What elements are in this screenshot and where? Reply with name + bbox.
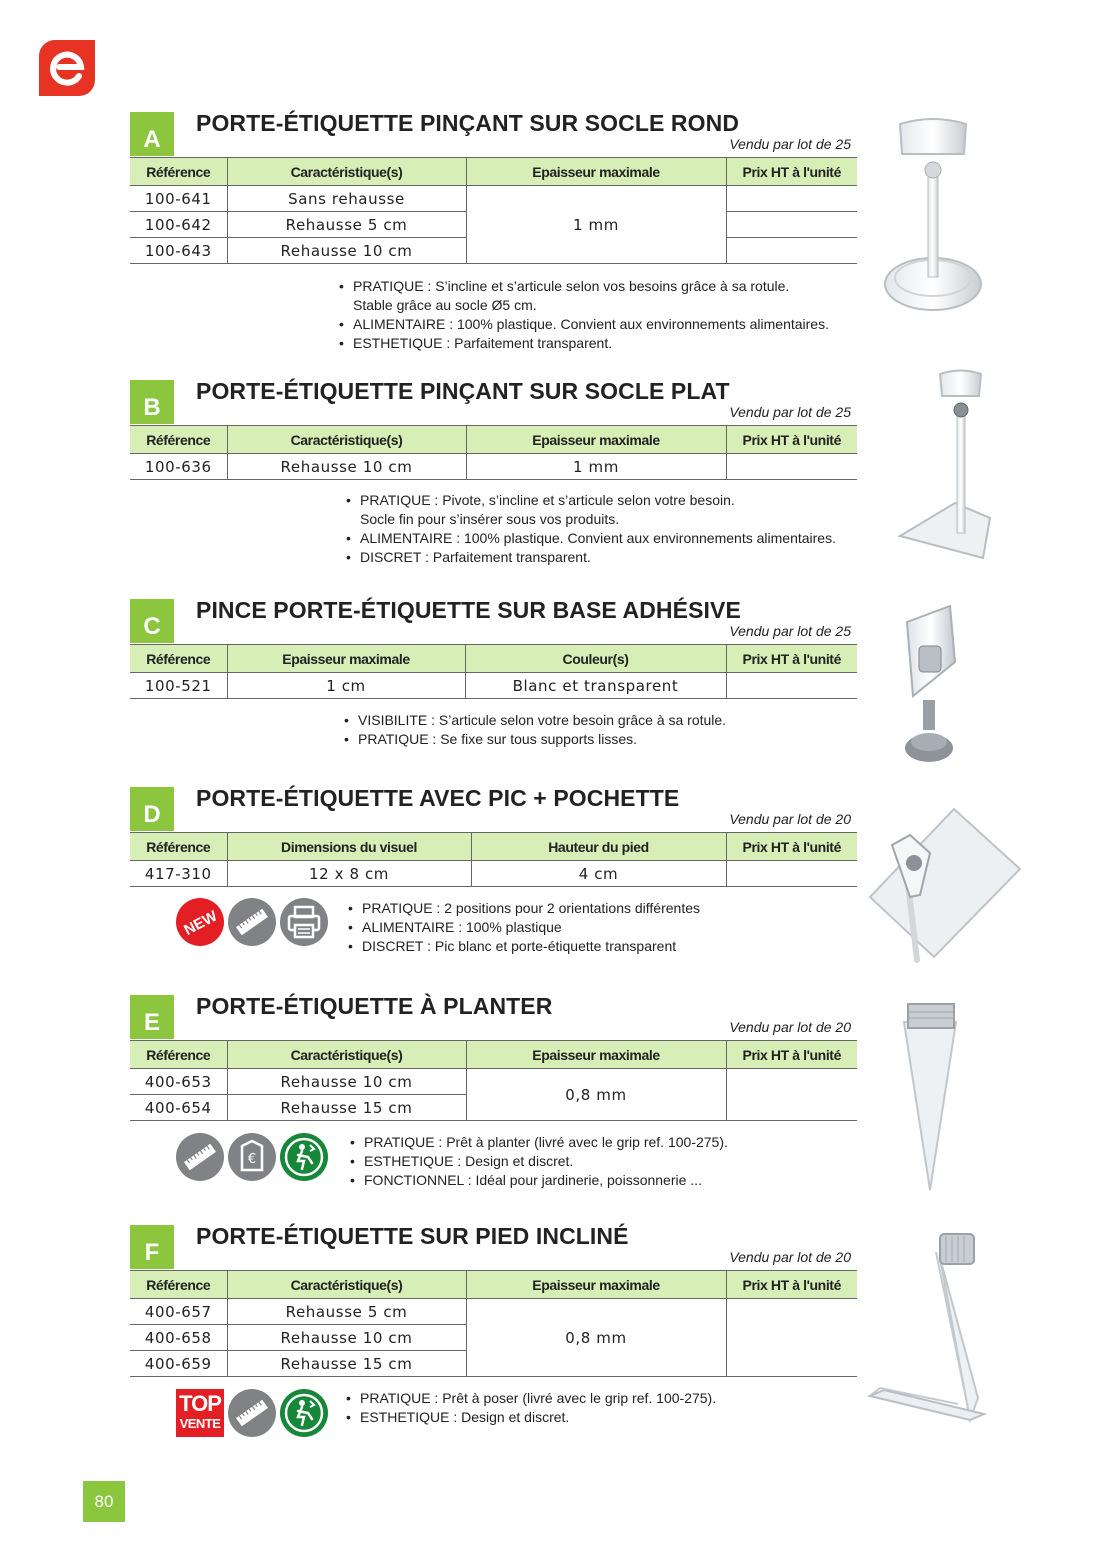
- section-title: PORTE-ÉTIQUETTE PINÇANT SUR SOCLE PLAT: [196, 378, 730, 404]
- column-header: Référence: [130, 158, 227, 186]
- column-header: Prix HT à l'unité: [726, 1271, 857, 1299]
- section-letter: B: [130, 380, 174, 424]
- reference-cell: 417-310: [130, 861, 227, 887]
- printer-icon: [280, 898, 328, 946]
- column-header: Couleur(s): [465, 645, 726, 673]
- thickness-cell: 0,8 mm: [466, 1299, 726, 1377]
- price-cell: [726, 454, 857, 480]
- thickness-cell: 1 mm: [466, 186, 726, 264]
- feature-label: ESTHETIQUE: [364, 1153, 454, 1169]
- feature-label: ALIMENTAIRE: [353, 316, 446, 332]
- column-header: Prix HT à l'unité: [726, 833, 857, 861]
- feature-label: DISCRET: [362, 938, 424, 954]
- reference-cell: 400-659: [130, 1351, 227, 1377]
- new-badge-text: NEW: [181, 907, 221, 940]
- reference-cell: 100-636: [130, 454, 227, 480]
- feature-cell: Rehausse 5 cm: [227, 212, 466, 238]
- feature-text: : Parfaitement transparent.: [421, 549, 591, 565]
- feature-label: PRATIQUE: [360, 1390, 431, 1406]
- table-row: [130, 454, 857, 480]
- feature-label: PRATIQUE: [360, 492, 431, 508]
- top-vente-badge: [176, 1389, 224, 1437]
- section-letter: C: [130, 599, 174, 643]
- feature-label: VISIBILITE: [358, 712, 428, 728]
- feature-list: [346, 1389, 716, 1427]
- feature-continuation: Stable grâce au socle Ø5 cm.: [353, 297, 537, 313]
- reference-cell: 400-658: [130, 1325, 227, 1351]
- reference-cell: 100-521: [130, 673, 227, 699]
- feature-item: [344, 730, 726, 749]
- column-header: Epaisseur maximale: [466, 426, 726, 454]
- section-letter: A: [130, 112, 174, 156]
- lot-note: Vendu par lot de 25: [729, 623, 851, 639]
- section-letter: F: [130, 1225, 174, 1269]
- reference-cell: 100-643: [130, 238, 227, 264]
- section-title: PORTE-ÉTIQUETTE SUR PIED INCLINÉ: [196, 1223, 629, 1249]
- euro-tag-icon: [228, 1133, 276, 1181]
- feature-text: : Prêt à planter (livré avec le grip ref. 100-275).: [434, 1134, 728, 1150]
- feature-continuation: Socle fin pour s’insérer sous vos produits.: [360, 511, 620, 527]
- feature-label: ESTHETIQUE: [353, 335, 443, 351]
- table-row: [130, 186, 857, 212]
- lot-note: Vendu par lot de 20: [729, 1019, 851, 1035]
- table-row: [130, 1069, 857, 1095]
- table-header-row: [130, 833, 857, 861]
- feature-text: : Idéal pour jardinerie, poissonnerie ...: [463, 1172, 702, 1188]
- product-image-plant-stake: [898, 1000, 963, 1195]
- section-title: PORTE-ÉTIQUETTE AVEC PIC + POCHETTE: [196, 785, 680, 811]
- table-row: [130, 1299, 857, 1325]
- feature-item: [348, 937, 700, 956]
- table-row: [130, 861, 857, 887]
- feature-item: [348, 899, 700, 918]
- feature-item: [339, 315, 829, 334]
- feature-text: : Prêt à poser (livré avec le grip ref. 100-275).: [430, 1390, 717, 1406]
- section-title: PORTE-ÉTIQUETTE PINÇANT SUR SOCLE ROND: [196, 110, 740, 136]
- table-header-row: [130, 158, 857, 186]
- product-image-adhesive-clip: [895, 602, 965, 767]
- spec-table: [130, 1270, 857, 1377]
- thickness-cell: 1 cm: [227, 673, 465, 699]
- feature-label: ESTHETIQUE: [360, 1409, 450, 1425]
- feature-item: [350, 1152, 728, 1171]
- column-header: Prix HT à l'unité: [726, 158, 857, 186]
- feature-item: [348, 918, 700, 937]
- column-header: Référence: [130, 645, 227, 673]
- price-cell: [726, 212, 857, 238]
- column-header: Caractéristique(s): [227, 1041, 466, 1069]
- recycle-icon: [280, 1133, 328, 1181]
- page-number: 80: [83, 1481, 125, 1522]
- price-cell: [726, 238, 857, 264]
- feature-text: : S’incline et s’articule selon vos besoins grâce à sa rotule.: [423, 278, 790, 294]
- price-cell: [726, 1069, 857, 1121]
- feature-label: PRATIQUE: [353, 278, 424, 294]
- feature-item: [339, 277, 829, 315]
- reference-cell: 400-657: [130, 1299, 227, 1325]
- feature-list: [339, 277, 829, 353]
- thickness-cell: 1 mm: [466, 454, 726, 480]
- feature-text: : Pic blanc et porte-étiquette transparent: [423, 938, 677, 954]
- table-header-row: [130, 426, 857, 454]
- spec-table: [130, 425, 857, 480]
- section-letter: E: [130, 995, 174, 1039]
- column-header: Epaisseur maximale: [466, 1041, 726, 1069]
- table-header-row: [130, 1041, 857, 1069]
- feature-text: : Parfaitement transparent.: [442, 335, 613, 351]
- brand-logo: [39, 40, 95, 96]
- product-image-round-base: [878, 112, 988, 317]
- reference-cell: 100-641: [130, 186, 227, 212]
- feature-item: [344, 711, 726, 730]
- feature-text: : Design et discret.: [453, 1153, 574, 1169]
- price-cell: [726, 1299, 857, 1377]
- feature-item: [346, 491, 836, 529]
- reference-cell: 400-654: [130, 1095, 227, 1121]
- feature-cell: Rehausse 10 cm: [227, 454, 466, 480]
- product-image-flat-base: [895, 368, 995, 563]
- feature-text: : Se fixe sur tous supports lisses.: [428, 731, 638, 747]
- reference-cell: 100-642: [130, 212, 227, 238]
- feature-label: PRATIQUE: [358, 731, 429, 747]
- column-header: Dimensions du visuel: [227, 833, 471, 861]
- column-header: Prix HT à l'unité: [726, 1041, 857, 1069]
- recycle-icon: [280, 1389, 328, 1437]
- feature-list: [350, 1133, 728, 1190]
- feature-text: : S’articule selon votre besoin grâce à sa rotule.: [427, 712, 727, 728]
- feature-label: PRATIQUE: [364, 1134, 435, 1150]
- feature-cell: Rehausse 10 cm: [227, 1069, 466, 1095]
- feature-text: : Design et discret.: [449, 1409, 570, 1425]
- feature-cell: Rehausse 15 cm: [227, 1351, 466, 1377]
- column-header: Epaisseur maximale: [227, 645, 465, 673]
- lot-note: Vendu par lot de 25: [729, 404, 851, 420]
- feature-text: : 100% plastique. Convient aux environnements alimentaires.: [452, 530, 836, 546]
- column-header: Caractéristique(s): [227, 1271, 466, 1299]
- spec-table: [130, 157, 857, 264]
- feature-cell: Rehausse 15 cm: [227, 1095, 466, 1121]
- spec-table: [130, 832, 857, 887]
- lot-note: Vendu par lot de 20: [729, 811, 851, 827]
- feature-list: [348, 899, 700, 956]
- column-header: Référence: [130, 833, 227, 861]
- feature-cell: Rehausse 5 cm: [227, 1299, 466, 1325]
- lot-note: Vendu par lot de 25: [729, 136, 851, 152]
- spec-table: [130, 1040, 857, 1121]
- feature-list: [344, 711, 726, 749]
- feature-label: FONCTIONNEL: [364, 1172, 464, 1188]
- feature-item: [350, 1171, 728, 1190]
- feature-text: : Pivote, s’incline et s’articule selon votre besoin.: [430, 492, 735, 508]
- table-header-row: [130, 1271, 857, 1299]
- ruler-icon: [176, 1133, 224, 1181]
- feature-label: DISCRET: [360, 549, 422, 565]
- ruler-icon: [228, 1389, 276, 1437]
- table-header-row: [130, 645, 857, 673]
- height-cell: 4 cm: [471, 861, 726, 887]
- feature-text: : 100% plastique. Convient aux environnements alimentaires.: [445, 316, 829, 332]
- logo-e-icon: [39, 40, 95, 96]
- top-label: TOP: [179, 1391, 221, 1416]
- price-cell: [726, 861, 857, 887]
- ruler-icon: [228, 898, 276, 946]
- dimensions-cell: 12 x 8 cm: [227, 861, 471, 887]
- feature-text: : 100% plastique: [454, 919, 562, 935]
- new-badge: [176, 898, 224, 946]
- price-cell: [726, 673, 857, 699]
- feature-cell: Rehausse 10 cm: [227, 1325, 466, 1351]
- feature-label: ALIMENTAIRE: [360, 530, 453, 546]
- column-header: Prix HT à l'unité: [726, 426, 857, 454]
- vente-label: VENTE: [179, 1416, 221, 1431]
- feature-item: [346, 1389, 716, 1408]
- column-header: Hauteur du pied: [471, 833, 726, 861]
- thickness-cell: 0,8 mm: [466, 1069, 726, 1121]
- spec-table: [130, 644, 857, 699]
- column-header: Référence: [130, 1041, 227, 1069]
- feature-cell: Sans rehausse: [227, 186, 466, 212]
- color-cell: Blanc et transparent: [465, 673, 726, 699]
- column-header: Référence: [130, 426, 227, 454]
- product-image-inclined-stand: [866, 1228, 998, 1426]
- section-title: PINCE PORTE-ÉTIQUETTE SUR BASE ADHÉSIVE: [196, 597, 741, 623]
- product-image-pic-pouch: [862, 805, 1024, 963]
- price-cell: [726, 186, 857, 212]
- lot-note: Vendu par lot de 20: [729, 1249, 851, 1265]
- column-header: Référence: [130, 1271, 227, 1299]
- feature-item: [350, 1133, 728, 1152]
- feature-item: [339, 334, 829, 353]
- column-header: Caractéristique(s): [227, 158, 466, 186]
- feature-cell: Rehausse 10 cm: [227, 238, 466, 264]
- reference-cell: 400-653: [130, 1069, 227, 1095]
- column-header: Epaisseur maximale: [466, 158, 726, 186]
- section-title: PORTE-ÉTIQUETTE À PLANTER: [196, 993, 553, 1019]
- feature-item: [346, 1408, 716, 1427]
- column-header: Prix HT à l'unité: [726, 645, 857, 673]
- table-row: [130, 673, 857, 699]
- feature-label: ALIMENTAIRE: [362, 919, 455, 935]
- feature-list: [346, 491, 836, 567]
- feature-item: [346, 548, 836, 567]
- column-header: Epaisseur maximale: [466, 1271, 726, 1299]
- euro-symbol: €: [247, 1152, 257, 1167]
- feature-item: [346, 529, 836, 548]
- column-header: Caractéristique(s): [227, 426, 466, 454]
- section-letter: D: [130, 787, 174, 831]
- feature-text: : 2 positions pour 2 orientations différentes: [432, 900, 700, 916]
- feature-label: PRATIQUE: [362, 900, 433, 916]
